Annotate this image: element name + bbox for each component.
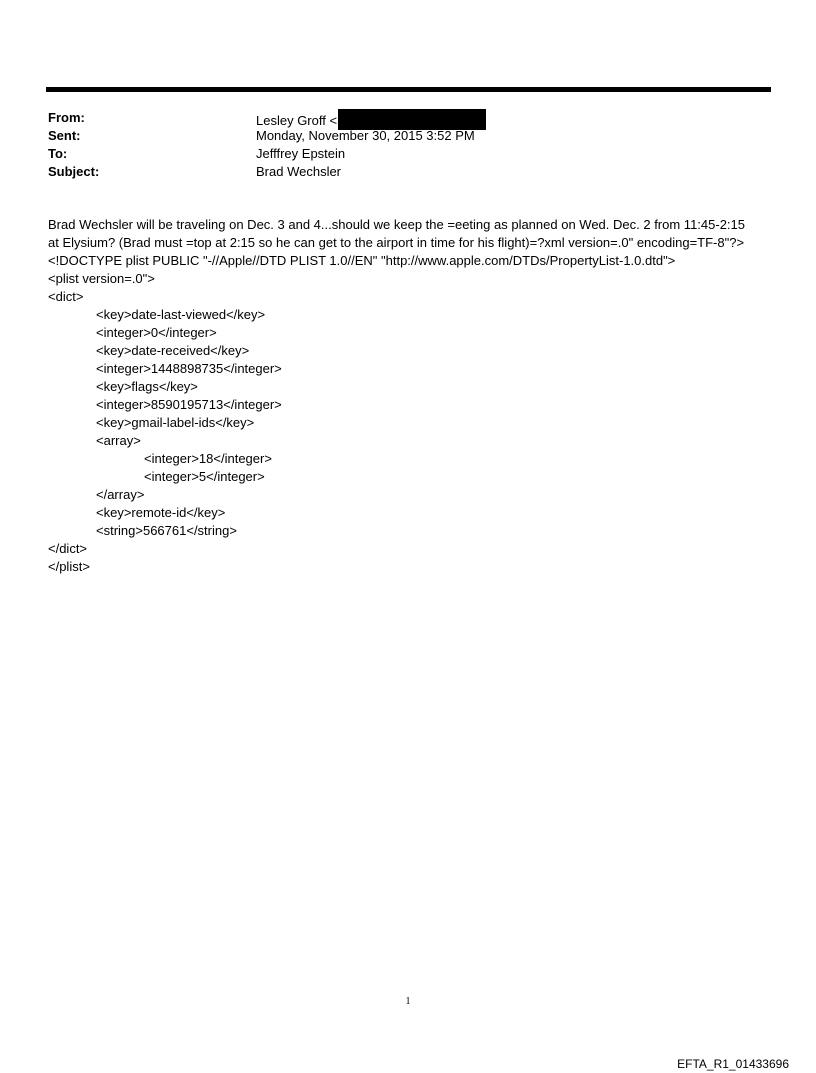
to-row [48, 145, 768, 163]
from-row [48, 109, 768, 127]
body-line: <integer>1448898735</integer> [96, 361, 282, 376]
body-line: <dict> [48, 289, 84, 304]
to-label: To: [48, 146, 68, 161]
page-number: 1 [405, 996, 411, 1007]
body-line: <string>566761</string> [96, 523, 237, 538]
subject-row [48, 163, 768, 181]
from-label: From: [48, 110, 85, 125]
to-value: Jefffrey Epstein [256, 146, 346, 161]
body-line: <key>flags</key> [96, 379, 198, 394]
body-line: <key>date-last-viewed</key> [96, 307, 266, 322]
from-name: Lesley Groff < [256, 113, 338, 128]
body-line: at Elysium? (Brad must =top at 2:15 so he can get to the airport in time for his flight)=?xml version=.0" encoding=TF-8"?> [48, 235, 745, 250]
body-line: <integer>18</integer> [144, 451, 272, 466]
body-line: Brad Wechsler will be traveling on Dec. 3 and 4...should we keep the =eeting as planned on Wed. Dec. 2 from 11:45-2:15 [48, 217, 745, 232]
body-line: <integer>5</integer> [144, 469, 265, 484]
sent-value: Monday, November 30, 2015 3:52 PM [256, 128, 475, 143]
body-line: </dict> [48, 541, 88, 556]
sent-label: Sent: [48, 128, 81, 143]
sent-row [48, 127, 768, 145]
body-line: <key>remote-id</key> [96, 505, 226, 520]
top-rule [46, 87, 771, 92]
body-line: <key>gmail-label-ids</key> [96, 415, 255, 430]
body-line: </array> [96, 487, 145, 502]
body-line: <integer>8590195713</integer> [96, 397, 282, 412]
body-line: <integer>0</integer> [96, 325, 217, 340]
subject-value: Brad Wechsler [256, 164, 342, 179]
email-body [48, 216, 773, 576]
document-id: EFTA_R1_01433696 [677, 1057, 789, 1071]
email-header [48, 109, 768, 181]
body-line: <plist version=.0"> [48, 271, 155, 286]
body-line: <array> [96, 433, 141, 448]
body-line: <key>date-received</key> [96, 343, 250, 358]
body-line: </plist> [48, 559, 90, 574]
body-line: <!DOCTYPE plist PUBLIC "-//Apple//DTD PLIST 1.0//EN" "http://www.apple.com/DTDs/PropertyList-1.0.dtd"> [48, 253, 676, 268]
subject-label: Subject: [48, 164, 100, 179]
